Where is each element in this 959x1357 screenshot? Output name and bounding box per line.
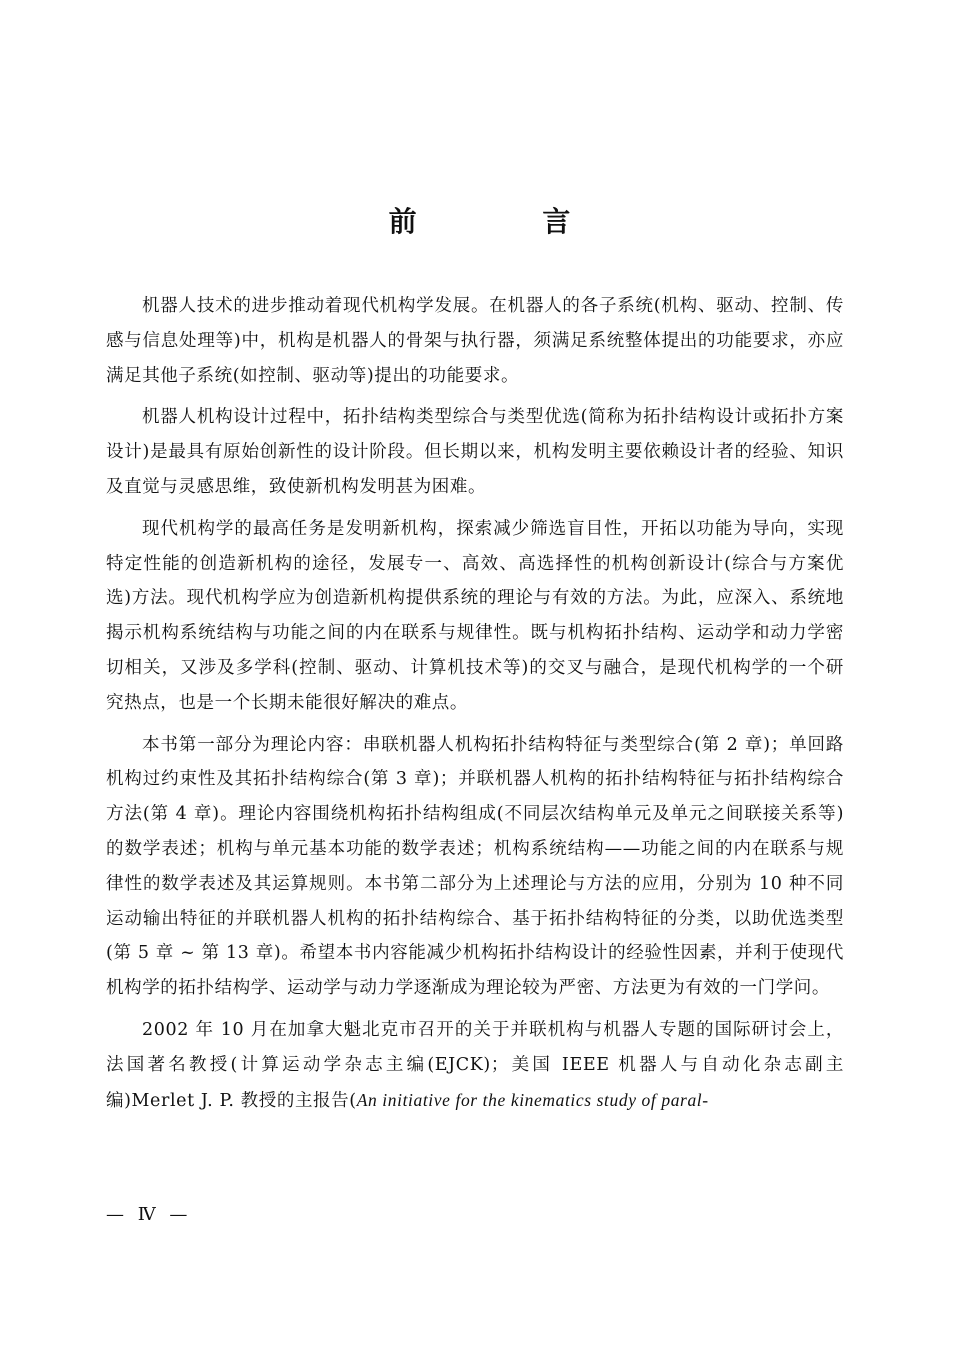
- preface-body: [106, 289, 844, 1125]
- page-number: — Ⅳ —: [106, 1204, 192, 1225]
- paragraph-4: 本书第一部分为理论内容：串联机器人机构拓扑结构特征与类型综合(第 2 章)；单回路机构过约束性及其拓扑结构综合(第 3 章)；并联机器人机构的拓扑结构特征与拓扑结构综合方法(第 4 章)。理论内容围绕机构拓扑结构组成(不同层次结构单元及单元之间联接关系等)的数学表述；机构与单元基本功能的数学表述；机构系统结构——功能之间的内在联系与规律性的数学表述及其运算规则。本书第二部分为上述理论与方法的应用，分别为 10 种不同运动输出特征的并联机器人机构的拓扑结构综合、基于拓扑结构特征的分类，以助优选类型(第 5 章 ~ 第 13 章)。希望本书内容能减少机构拓扑结构设计的经验性因素，并利于使现代机构学的拓扑结构学、运动学与动力学逐渐成为理论较为严密、方法更为有效的一门学问。: [106, 734, 844, 999]
- paragraph-5: [106, 1013, 844, 1118]
- paragraph-3: 现代机构学的最高任务是发明新机构，探索减少筛选盲目性，开拓以功能为导向，实现特定性能的创造新机构的途径，发展专一、高效、高选择性的机构创新设计(综合与方案优选)方法。现代机构学应为创造新机构提供系统的理论与有效的方法。为此，应深入、系统地揭示机构系统结构与功能之间的内在联系与规律性。既与机构拓扑结构、运动学和动力学密切相关，又涉及多学科(控制、驱动、计算机技术等)的交叉与融合，是现代机构学的一个研究热点，也是一个长期未能很好解决的难点。: [106, 518, 844, 713]
- paragraph-5-text: 2002 年 10 月在加拿大魁北克市召开的关于并联机构与机器人专题的国际研讨会上，法国著名教授(计算运动学杂志主编(EJCK)；美国 IEEE 机器人与自动化杂志副主编)Merlet J. P. 教授的主报告(: [106, 1019, 844, 1111]
- paragraph-1: 机器人技术的进步推动着现代机构学发展。在机器人的各子系统(机构、驱动、控制、传感与信息处理等)中，机构是机器人的骨架与执行器，须满足系统整体提出的功能要求，亦应满足其他子系统(如控制、驱动等)提出的功能要求。: [106, 296, 844, 386]
- paragraph-2: 机器人机构设计过程中，拓扑结构类型综合与类型优选(简称为拓扑结构设计或拓扑方案设计)是最具有原始创新性的设计阶段。但长期以来，机构发明主要依赖设计者的经验、知识及直觉与灵感思维，致使新机构发明甚为困难。: [106, 407, 844, 497]
- paragraph-5-english-title: An initiative for the kinematics study of paral-: [356, 1089, 709, 1110]
- page-title: 前 言: [388, 205, 629, 238]
